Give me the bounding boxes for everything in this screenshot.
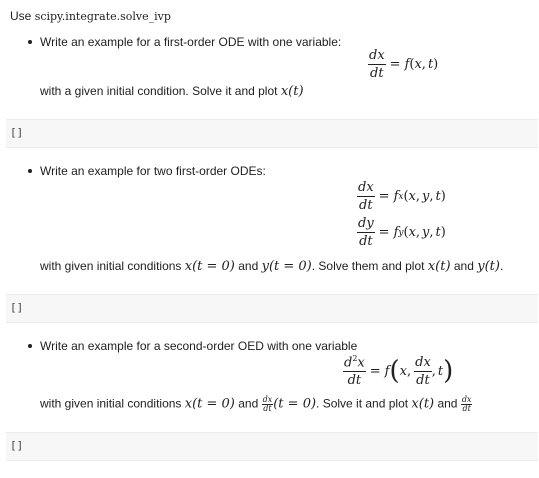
task2-condition <box>40 259 503 274</box>
task1-condition-math: x(t) <box>280 84 304 99</box>
task2-equation-2: $\frac{dy}{dt}$ = f y ( x , y , t ) <box>358 216 446 249</box>
bullet-3 <box>28 344 32 348</box>
task2-cond-math-y0: y(t = 0) <box>261 259 312 274</box>
task2-cond-text-d: and <box>450 259 478 273</box>
task3-equation: $\frac{d^2x}{dt}$ = f ( x , $\frac{dx}{dt}$ , t ) <box>344 354 454 389</box>
task3-cond-dxdt-fraction: $\frac{dx}{dt}$ <box>262 395 273 413</box>
task2-equation-1: $\frac{dx}{dt}$ = f x ( x , y , t ) <box>358 180 446 213</box>
cell-1-prompt: [] <box>10 126 24 139</box>
task3-cond-math-x0: x(t = 0) <box>184 396 235 412</box>
task2-cond-text-e: . <box>499 259 504 273</box>
task1-equation: $\frac{dx}{dt}$ = f ( x , t ) <box>369 48 439 81</box>
task2-cond-text-c: . Solve them and plot <box>311 259 428 273</box>
task3-bullet-text: Write an example for a second-order OED with one variable <box>40 339 358 353</box>
task2-cond-text-a: with given initial conditions <box>40 259 185 273</box>
cell-2-prompt: [] <box>10 301 24 314</box>
task2-bullet-text: Write an example for two first-order ODEs: <box>40 164 266 178</box>
code-cell-3[interactable] <box>6 432 538 461</box>
bullet-1 <box>28 40 32 44</box>
task2-cond-math-xt: x(t) <box>427 259 451 274</box>
task1-bullet-text: Write an example for a first-order ODE with one variable: <box>40 35 342 49</box>
module-name: scipy.integrate.solve_ivp <box>34 10 171 23</box>
task3-cond-text-c: . Solve it and plot <box>316 396 412 411</box>
task2-cond-math-x0: x(t = 0) <box>184 259 235 274</box>
intro-prefix: Use <box>10 9 35 23</box>
task3-cond-math-xt: x(t) <box>411 396 435 412</box>
task1-condition-text: with a given initial condition. Solve it and plot <box>40 84 281 98</box>
task3-condition <box>40 396 472 413</box>
task1-condition <box>40 84 304 99</box>
task2-cond-math-yt: y(t) <box>477 259 500 274</box>
code-cell-2[interactable] <box>6 294 538 323</box>
bullet-2 <box>28 169 32 173</box>
task3-cond-text-a: with given initial conditions <box>40 396 185 411</box>
task3-cond-math-dx0: (t = 0) <box>273 396 317 412</box>
task3-cond-text-b: and <box>234 396 262 411</box>
code-cell-1[interactable] <box>6 119 538 148</box>
task2-cond-text-b: and <box>234 259 262 273</box>
task3-cond-dxdt-fraction-2: $\frac{dx}{dt}$ <box>461 395 472 413</box>
cell-3-prompt: [] <box>10 439 24 452</box>
intro-line <box>10 9 171 24</box>
task3-cond-text-d: and <box>434 396 461 411</box>
